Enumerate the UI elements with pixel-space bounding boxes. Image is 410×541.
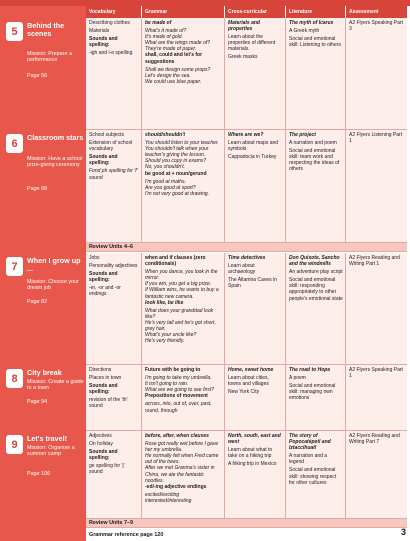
- cell-text: Social and emotional skill: Listening to others: [289, 36, 341, 49]
- unit-mission: Mission: Have a school prize-giving ceremony: [27, 156, 83, 169]
- vocabulary-cell: [86, 18, 142, 129]
- unit-number-badge: 6: [6, 134, 23, 153]
- cell-text: When you dance, you look in the mirror.: [145, 269, 218, 282]
- cell-text: before, after, when clauses: [145, 433, 209, 439]
- unit-number-badge: 5: [6, 22, 23, 41]
- cell-text: He's very tall and he's got short, grey hair.: [145, 319, 216, 333]
- grammar-cell: [142, 431, 225, 518]
- literature-cell: [286, 18, 346, 129]
- cell-text: The story of Popocatépetl and Iztaccíhuatl: [289, 433, 331, 452]
- cell-text: Learn about archaeology: [228, 263, 256, 276]
- cell-text: New York City: [228, 389, 260, 396]
- assessment-cell: [346, 431, 407, 518]
- cell-text: Don Quixote, Sancho and the windmills: [289, 255, 340, 268]
- cell-text: Materials: [89, 28, 110, 35]
- cell-text: Where are we?: [228, 132, 264, 138]
- vocabulary-cell: [86, 431, 142, 518]
- cell-text: Future with be going to: [145, 367, 201, 373]
- unit-number-badge: 7: [6, 257, 23, 276]
- cell-text: A poem: [289, 375, 306, 382]
- cell-text: A2 Flyers Speaking Part 1: [349, 367, 403, 380]
- cell-text: After we met Granma's sister in China, we ate the fantastic noodles.: [145, 465, 215, 484]
- cell-text: revision of the 'th' sound: [89, 397, 128, 410]
- cell-text: be made of: [145, 20, 172, 26]
- vocabulary-cell: [86, 253, 142, 364]
- cell-text: Social and emotional skill: team work and respecting the ideas of others: [289, 148, 340, 173]
- cell-text: They're made of paper.: [145, 46, 197, 53]
- unit-6-label: [6, 132, 86, 244]
- cell-text: Sounds and spelling:: [89, 383, 118, 396]
- cell-text: He normally felt when Fred came out of the trees.: [145, 453, 219, 466]
- cell-text: I'm not very good at drawing.: [145, 190, 210, 197]
- cross-curricular-cell: [225, 18, 286, 129]
- cell-text: A Greek myth: [289, 28, 320, 35]
- literature-cell: [286, 365, 346, 430]
- cell-text: Jobs: [89, 255, 100, 261]
- unit-page-ref: Page 106: [27, 471, 51, 477]
- table-header: [86, 6, 407, 18]
- cell-text: A narration and poem: [289, 140, 337, 147]
- cell-text: Home, sweet home: [228, 367, 274, 373]
- cell-text: What's your uncle like?: [145, 332, 197, 339]
- cell-text: What are the wings made of?: [145, 40, 211, 47]
- unit-page-ref: Page 68: [27, 186, 48, 192]
- cell-text: look like, be like: [145, 299, 184, 306]
- cell-text: when and if clauses (zero conditionals): [145, 255, 206, 268]
- grammar-cell: [142, 253, 225, 364]
- cell-text: A hiking trip in Mexico: [228, 461, 277, 468]
- cell-text: Personality adjectives: [89, 263, 138, 270]
- cell-text: Learn about maps and symbols: [228, 140, 279, 153]
- unit-row: [86, 130, 407, 243]
- unit-page-ref: Page 94: [27, 399, 48, 405]
- cell-text: What does your granddad look like?: [145, 307, 214, 320]
- cell-text: Are you good at sport?: [145, 184, 196, 191]
- cell-text: Cappadocia in Turkey: [228, 154, 277, 161]
- unit-title: When I grow up ...: [27, 256, 81, 274]
- cell-text: I'm good at maths.: [145, 178, 186, 185]
- cell-text: across, into, out of, over, past, round, through: [145, 401, 212, 414]
- cell-text: Time detectives: [228, 255, 266, 261]
- cell-text: The road to Hope: [289, 367, 331, 373]
- unit-mission: Mission: Create a guide to a town: [27, 379, 84, 392]
- cell-text: You should listen to your teacher.: [145, 140, 219, 147]
- vocabulary-cell: [86, 365, 142, 430]
- cell-text: shall, could and let's for suggestions: [145, 52, 203, 65]
- cell-text: It isn't going to rain.: [145, 381, 189, 388]
- cell-text: A2 Flyers Reading and Writing Part 1: [349, 255, 400, 268]
- header-literature: Literature: [286, 6, 346, 18]
- cell-text: should/shouldn't: [145, 132, 186, 138]
- cell-text: Greek masks: [228, 54, 258, 61]
- cross-curricular-cell: [225, 431, 286, 518]
- cell-text: Sounds and spelling:: [89, 271, 118, 284]
- cell-text: Sounds and spelling:: [89, 449, 118, 462]
- cell-text: You shouldn't talk when your teacher's giving the lesson.: [145, 146, 209, 159]
- cell-text: ge spelling for 'j' sound: [89, 463, 125, 476]
- cell-text: The myth of Icarus: [289, 20, 334, 26]
- cell-text: Social and emotional skill: managing own emotions: [289, 383, 336, 402]
- cell-text: Learn about the properties of different materials.: [228, 34, 276, 53]
- cell-text: interested/interesting: [145, 497, 192, 504]
- unit-mission: Mission: Choose your dream job: [27, 279, 79, 292]
- literature-cell: [286, 253, 346, 364]
- unit-page-ref: Page 82: [27, 299, 48, 305]
- unit-title: Classroom stars: [27, 133, 84, 142]
- cell-text: -ed/-ing adjective endings: [145, 483, 207, 490]
- unit-mission: Mission: Organise a summer camp: [27, 445, 75, 458]
- cell-text: What's it made of?: [145, 28, 187, 35]
- cell-text: No, you shouldn't.: [145, 164, 185, 171]
- cell-text: A2 Flyers Reading and Writing Part 7: [349, 433, 400, 446]
- header-grammar: Grammar: [142, 6, 225, 18]
- cell-text: Materials and properties: [228, 20, 260, 33]
- cell-text: Extension of school vocabulary: [89, 140, 133, 153]
- unit-row: [86, 431, 407, 519]
- cell-text: Describing clothes: [89, 20, 130, 26]
- literature-cell: [286, 431, 346, 518]
- cell-text: Learn about cities, towns and villages: [228, 375, 269, 388]
- unit-mission: Mission: Prepare a performance: [27, 51, 72, 64]
- cell-text: It's made of gold.: [145, 34, 183, 41]
- cell-text: Shall we design some props?: [145, 66, 211, 73]
- unit-row: [86, 18, 407, 130]
- unit-title: Behind the scenes: [27, 21, 65, 39]
- cell-text: Rose got really wet before I gave her my umbrella.: [145, 441, 219, 454]
- grammar-cell: [142, 18, 225, 129]
- cell-text: What are we going to see first?: [145, 387, 214, 394]
- unit-page-ref: Page 56: [27, 73, 48, 79]
- assessment-cell: [346, 130, 407, 242]
- assessment-cell: [346, 253, 407, 364]
- cell-text: be good at + noun/gerund: [145, 170, 207, 177]
- unit-8-label: [6, 367, 86, 432]
- header-vocabulary: Vocabulary: [86, 6, 142, 18]
- unit-row: [86, 253, 407, 365]
- grammar-reference: Grammar reference page 120: [86, 530, 407, 539]
- vocabulary-cell: [86, 130, 142, 242]
- cell-text: Social and emotional skill: responding appropriately to other people's emotional state: [289, 277, 343, 302]
- cell-text: The Altamira Caves in Spain: [228, 277, 277, 290]
- grammar-cell: [142, 130, 225, 242]
- cell-text: A2 Flyers Listening Part 1: [349, 132, 403, 145]
- cross-curricular-cell: [225, 253, 286, 364]
- cell-text: Let's design the sea.: [145, 72, 191, 79]
- cross-curricular-cell: [225, 130, 286, 242]
- cell-text: He's very friendly.: [145, 338, 185, 345]
- cell-text: North, south, east and west: [228, 433, 281, 446]
- unit-number-badge: 8: [6, 369, 23, 388]
- cell-text: Should you copy in exams?: [145, 158, 207, 165]
- unit-title: City break: [27, 368, 62, 377]
- header-cross-curricular: Cross-curricular: [225, 6, 286, 18]
- cell-text: Sounds and spelling:: [89, 154, 118, 167]
- cell-text: On holiday: [89, 441, 113, 448]
- unit-9-label: [6, 433, 86, 520]
- cell-text: Prepositions of movement: [145, 393, 208, 400]
- cell-text: A2 Flyers Speaking Part 3: [349, 20, 403, 33]
- cell-text: Social and emotional skill: showing respect for other cultures: [289, 467, 337, 486]
- unit-number-badge: 9: [6, 435, 23, 454]
- cell-text: Places in town: [89, 375, 122, 382]
- page-number: 3: [400, 527, 406, 537]
- cell-text: A narration and a legend: [289, 453, 328, 466]
- assessment-cell: [346, 18, 407, 129]
- cell-text: An adventure play script: [289, 269, 343, 276]
- cell-text: Sounds and spelling:: [89, 36, 118, 49]
- unit-title: Let's travel!: [27, 434, 68, 443]
- cell-text: Adjectives: [89, 433, 112, 439]
- cell-text: We could use blue paper.: [145, 78, 202, 85]
- cell-text: excited/exciting: [145, 491, 180, 498]
- cell-text: I'm going to take my umbrella.: [145, 375, 212, 382]
- assessment-cell: [346, 365, 407, 430]
- header-assessment: Assessment: [349, 9, 379, 15]
- literature-cell: [286, 130, 346, 242]
- cell-text: Learn about what to take on a hiking trip: [228, 447, 273, 460]
- unit-5-label: [6, 20, 86, 131]
- cell-text: -igh and i-e spelling: [89, 50, 133, 57]
- cell-text: -er, -or and -or endings: [89, 285, 121, 298]
- grammar-cell: [142, 365, 225, 430]
- cross-curricular-cell: [225, 365, 286, 430]
- cell-text: The project: [289, 132, 316, 138]
- unit-row: [86, 365, 407, 431]
- review-units-7-9: Review Units 7–9: [86, 519, 407, 528]
- cell-text: If you win, you get a big prize.: [145, 281, 212, 288]
- cell-text: If William wins, he wants to buy a fantastic new camera.: [145, 287, 219, 300]
- cell-text: Fond ph spelling for 'f' sound: [89, 168, 138, 181]
- unit-7-label: [6, 255, 86, 366]
- cell-text: School subjects: [89, 132, 125, 138]
- review-units-4-6: Review Units 4–6: [86, 243, 407, 252]
- cell-text: Directions: [89, 367, 112, 373]
